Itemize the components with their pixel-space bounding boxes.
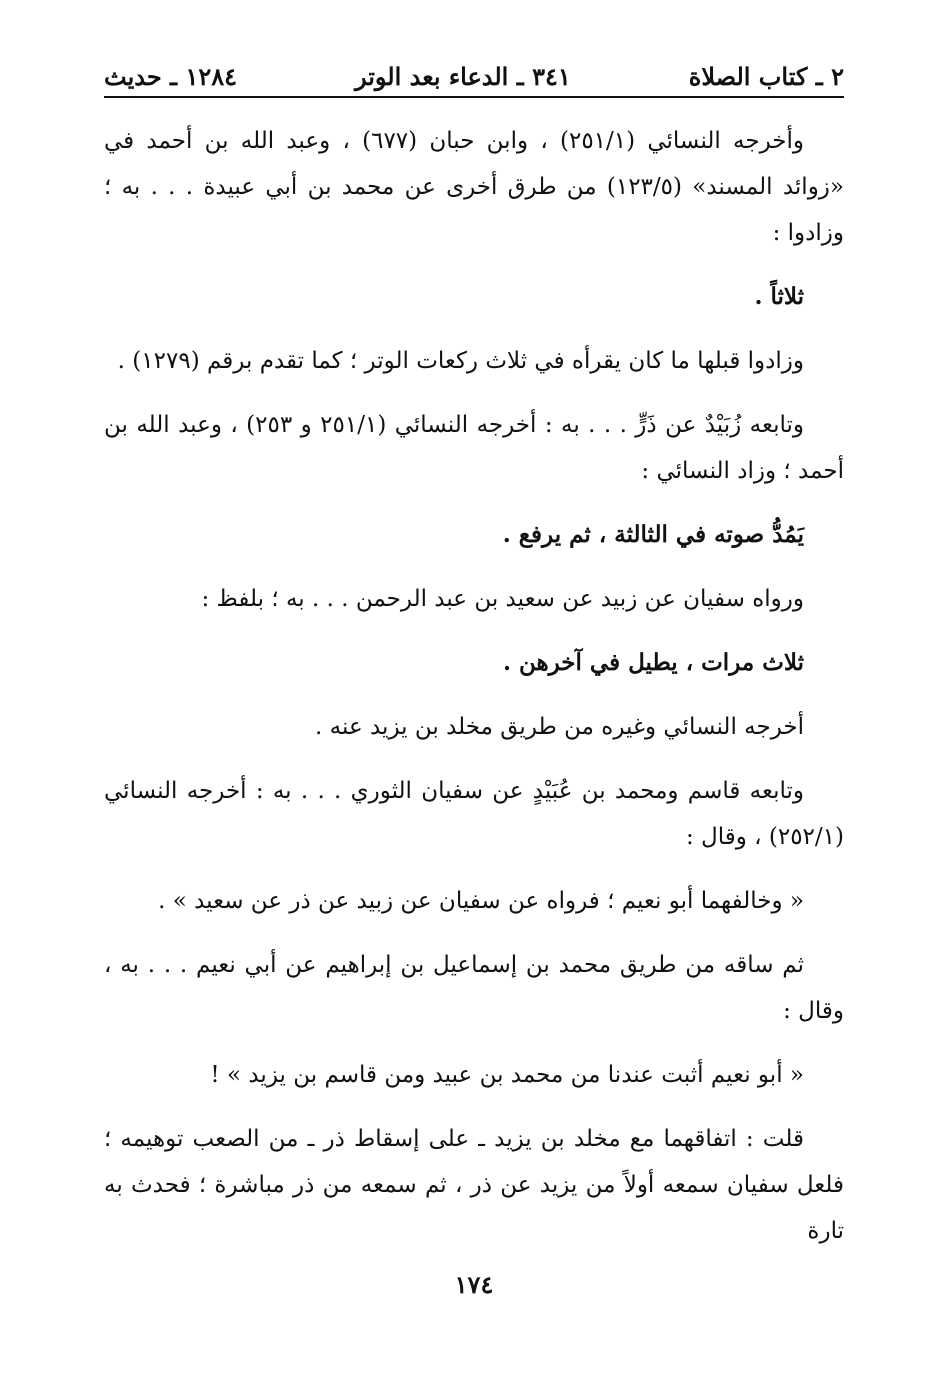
paragraph-5: يَمُدُّ صوته في الثالثة ، ثم يرفع . — [502, 521, 804, 548]
paragraph-13: قلت : اتفاقهما مع مخلد بن يزيد ـ على إسقاط ذر ـ من الصعب توهيمه ؛ فلعل سفيان سمعه أولاً من يزيد عن ذر ، ثم سمعه من ذر مباشرة ؛ فحدث به تارة — [104, 1126, 844, 1244]
header-section: ٣٤١ ـ الدعاء بعد الوتر — [354, 61, 571, 91]
paragraph-9: وتابعه قاسم ومحمد بن عُبَيْدٍ عن سفيان الثوري . . . به : أخرجه النسائي (٢٥٢/١) ، وقال : — [104, 778, 844, 850]
paragraph-10: « وخالفهما أبو نعيم ؛ فرواه عن سفيان عن زبيد عن ذر عن سعيد » . — [158, 888, 804, 914]
paragraph-2: ثلاثاً . — [754, 283, 804, 310]
header-hadith-number: ١٢٨٤ ـ حديث — [104, 61, 237, 91]
page-number: ١٧٤ — [454, 1270, 494, 1299]
paragraph-7: ثلاث مرات ، يطيل في آخرهن . — [502, 649, 804, 676]
paragraph-3: وزادوا قبلها ما كان يقرأه في ثلاث ركعات الوتر ؛ كما تقدم برقم (١٢٧٩) . — [117, 348, 804, 374]
paragraph-12: « أبو نعيم أثبت عندنا من محمد بن عبيد ومن قاسم بن يزيد » ! — [210, 1062, 804, 1088]
paragraph-8: أخرجه النسائي وغيره من طريق مخلد بن يزيد عنه . — [315, 714, 804, 740]
paragraph-4: وتابعه زُبَيْدٌ عن ذَرٍّ . . . به : أخرجه النسائي (٢٥١/١ و ٢٥٣) ، وعبد الله بن أحمد ؛ وزاد النسائي : — [104, 412, 844, 484]
paragraph-6: ورواه سفيان عن زبيد عن سعيد بن عبد الرحمن . . . به ؛ بلفظ : — [201, 586, 804, 612]
running-header — [104, 56, 844, 98]
paragraph-1: وأخرجه النسائي (٢٥١/١) ، وابن حبان (٦٧٧) ، وعبد الله بن أحمد في «زوائد المسند» (١٢٣/٥) من طرق أخرى عن محمد بن أبي عبيدة . . . به ؛ وزادوا : — [104, 128, 844, 246]
page-body — [104, 118, 844, 1272]
paragraph-11: ثم ساقه من طريق محمد بن إسماعيل بن إبراهيم عن أبي نعيم . . . به ، وقال : — [104, 952, 844, 1024]
header-chapter: ٢ ـ كتاب الصلاة — [688, 61, 844, 91]
